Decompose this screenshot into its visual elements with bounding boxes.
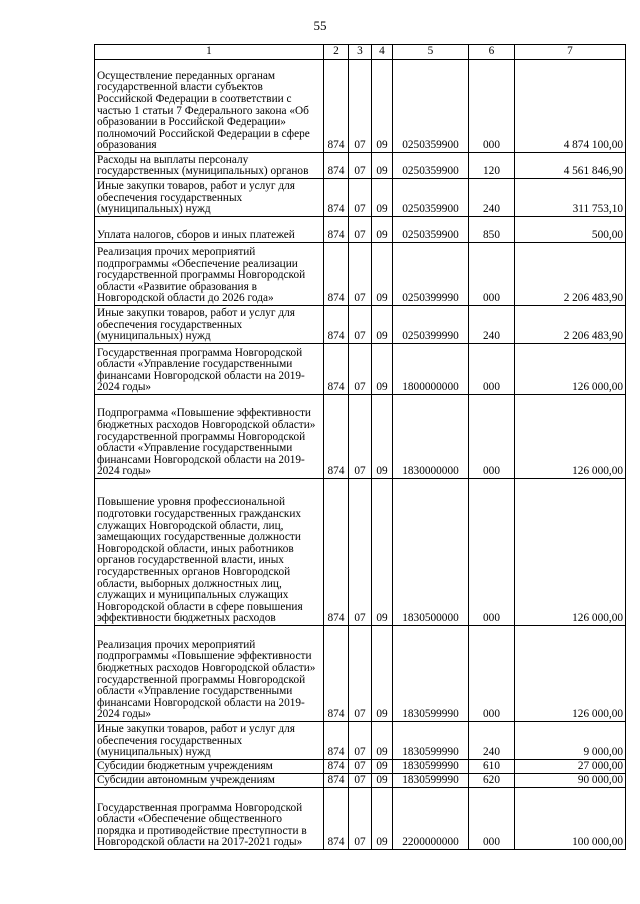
row-section: 07 [349,479,372,626]
row-sum: 4 874 100,00 [515,60,626,153]
row-subsection: 09 [372,306,393,344]
row-name: Иные закупки товаров, работ и услуг для обеспечения государственных (муниципальных) нужд [95,179,324,217]
row-name: Реализация прочих мероприятий подпрограммы «Повышение эффективности бюджетных расходов Новгородской области» государственной программы Новгородской области «Управление государственными финансами Новгородской области на 2019-2024 годы» [95,626,324,722]
row-name: Расходы на выплаты персоналу государственных (муниципальных) органов [95,153,324,179]
row-expense-type: 120 [469,153,515,179]
row-target-article: 2200000000 [393,788,469,850]
row-section: 07 [349,395,372,479]
row-sum: 9 000,00 [515,722,626,760]
table-row [95,217,626,243]
column-header: 1 [95,45,324,60]
row-expense-type: 240 [469,722,515,760]
row-subsection: 09 [372,344,393,395]
row-target-article: 0250359900 [393,179,469,217]
row-subsection: 09 [372,760,393,774]
row-sum: 4 561 846,90 [515,153,626,179]
table-row [95,626,626,722]
row-grbs: 874 [324,774,349,788]
row-expense-type: 000 [469,626,515,722]
table-row [95,788,626,850]
row-grbs: 874 [324,344,349,395]
row-grbs: 874 [324,788,349,850]
row-sum: 500,00 [515,217,626,243]
row-grbs: 874 [324,306,349,344]
row-name: Субсидии бюджетным учреждениям [95,760,324,774]
row-sum: 126 000,00 [515,626,626,722]
row-section: 07 [349,217,372,243]
table-row [95,179,626,217]
row-grbs: 874 [324,479,349,626]
table-row [95,479,626,626]
table-row [95,760,626,774]
column-header: 7 [515,45,626,60]
row-target-article: 1830599990 [393,774,469,788]
table-row [95,243,626,306]
row-name: Повышение уровня профессиональной подготовки государственных гражданских служащих Новгородской области, лиц, замещающих государственные должности Новгородской области, иных работников органов государственной власти, иных государственных органов Новгородской области, выборных должностных лиц, служащих и муниципальных служащих Новгородской области в сфере повышения эффективности бюджетных расходов [95,479,324,626]
row-sum: 90 000,00 [515,774,626,788]
row-expense-type: 240 [469,306,515,344]
row-name: Уплата налогов, сборов и иных платежей [95,217,324,243]
row-expense-type: 240 [469,179,515,217]
row-section: 07 [349,788,372,850]
row-target-article: 0250399990 [393,306,469,344]
row-grbs: 874 [324,626,349,722]
row-expense-type: 000 [469,243,515,306]
row-subsection: 09 [372,395,393,479]
row-section: 07 [349,306,372,344]
header-row [95,45,626,60]
row-subsection: 09 [372,774,393,788]
row-target-article: 0250359900 [393,217,469,243]
budget-table [94,44,626,850]
row-name: Государственная программа Новгородской области «Обеспечение общественного порядка и противодействие преступности в Новгородской области на 2017-2021 годы» [95,788,324,850]
row-section: 07 [349,243,372,306]
row-target-article: 1830599990 [393,626,469,722]
row-target-article: 0250359900 [393,60,469,153]
row-subsection: 09 [372,179,393,217]
row-name: Иные закупки товаров, работ и услуг для обеспечения государственных (муниципальных) нужд [95,306,324,344]
column-header: 3 [349,45,372,60]
row-grbs: 874 [324,395,349,479]
row-expense-type: 620 [469,774,515,788]
row-grbs: 874 [324,217,349,243]
row-section: 07 [349,153,372,179]
row-name: Подпрограмма «Повышение эффективности бюджетных расходов Новгородской области» государственной программы Новгородской области «Управление государственными финансами Новгородской области на 2019-2024 годы» [95,395,324,479]
row-subsection: 09 [372,788,393,850]
table-body [95,60,626,850]
row-name: Иные закупки товаров, работ и услуг для обеспечения государственных (муниципальных) нужд [95,722,324,760]
row-name: Осуществление переданных органам государственной власти субъектов Российской Федерации в соответствии с частью 1 статьи 7 Федерального закона «Об образовании в Российской Федерации» полномочий Российской Федерации в сфере образования [95,60,324,153]
row-target-article: 1830000000 [393,395,469,479]
row-expense-type: 000 [469,60,515,153]
row-target-article: 1800000000 [393,344,469,395]
row-target-article: 1830599990 [393,760,469,774]
row-subsection: 09 [372,722,393,760]
row-sum: 27 000,00 [515,760,626,774]
row-grbs: 874 [324,243,349,306]
row-sum: 311 753,10 [515,179,626,217]
row-grbs: 874 [324,179,349,217]
row-grbs: 874 [324,760,349,774]
table-row [95,395,626,479]
row-grbs: 874 [324,153,349,179]
table-row [95,722,626,760]
row-subsection: 09 [372,60,393,153]
column-header: 5 [393,45,469,60]
row-name: Субсидии автономным учреждениям [95,774,324,788]
table-row [95,153,626,179]
row-target-article: 1830599990 [393,722,469,760]
row-subsection: 09 [372,217,393,243]
row-sum: 126 000,00 [515,344,626,395]
row-expense-type: 850 [469,217,515,243]
row-section: 07 [349,60,372,153]
row-target-article: 1830500000 [393,479,469,626]
row-name: Реализация прочих мероприятий подпрограммы «Обеспечение реализации государственной программы Новгородской области «Развитие образования в Новгородской области до 2026 года» [95,243,324,306]
table-row [95,344,626,395]
column-header: 2 [324,45,349,60]
column-header: 4 [372,45,393,60]
row-sum: 100 000,00 [515,788,626,850]
row-sum: 2 206 483,90 [515,243,626,306]
row-subsection: 09 [372,153,393,179]
row-expense-type: 000 [469,395,515,479]
row-section: 07 [349,626,372,722]
row-grbs: 874 [324,722,349,760]
row-expense-type: 000 [469,788,515,850]
row-subsection: 09 [372,243,393,306]
row-expense-type: 000 [469,344,515,395]
row-subsection: 09 [372,626,393,722]
page-number: 55 [313,18,327,33]
row-section: 07 [349,344,372,395]
row-expense-type: 610 [469,760,515,774]
column-header: 6 [469,45,515,60]
table-row [95,774,626,788]
row-expense-type: 000 [469,479,515,626]
table-row [95,306,626,344]
row-grbs: 874 [324,60,349,153]
table-row [95,60,626,153]
row-sum: 126 000,00 [515,479,626,626]
row-section: 07 [349,774,372,788]
row-section: 07 [349,760,372,774]
row-section: 07 [349,179,372,217]
row-subsection: 09 [372,479,393,626]
row-name: Государственная программа Новгородской области «Управление государственными финансами Новгородской области на 2019-2024 годы» [95,344,324,395]
row-sum: 126 000,00 [515,395,626,479]
row-target-article: 0250399990 [393,243,469,306]
row-sum: 2 206 483,90 [515,306,626,344]
row-target-article: 0250359900 [393,153,469,179]
row-section: 07 [349,722,372,760]
